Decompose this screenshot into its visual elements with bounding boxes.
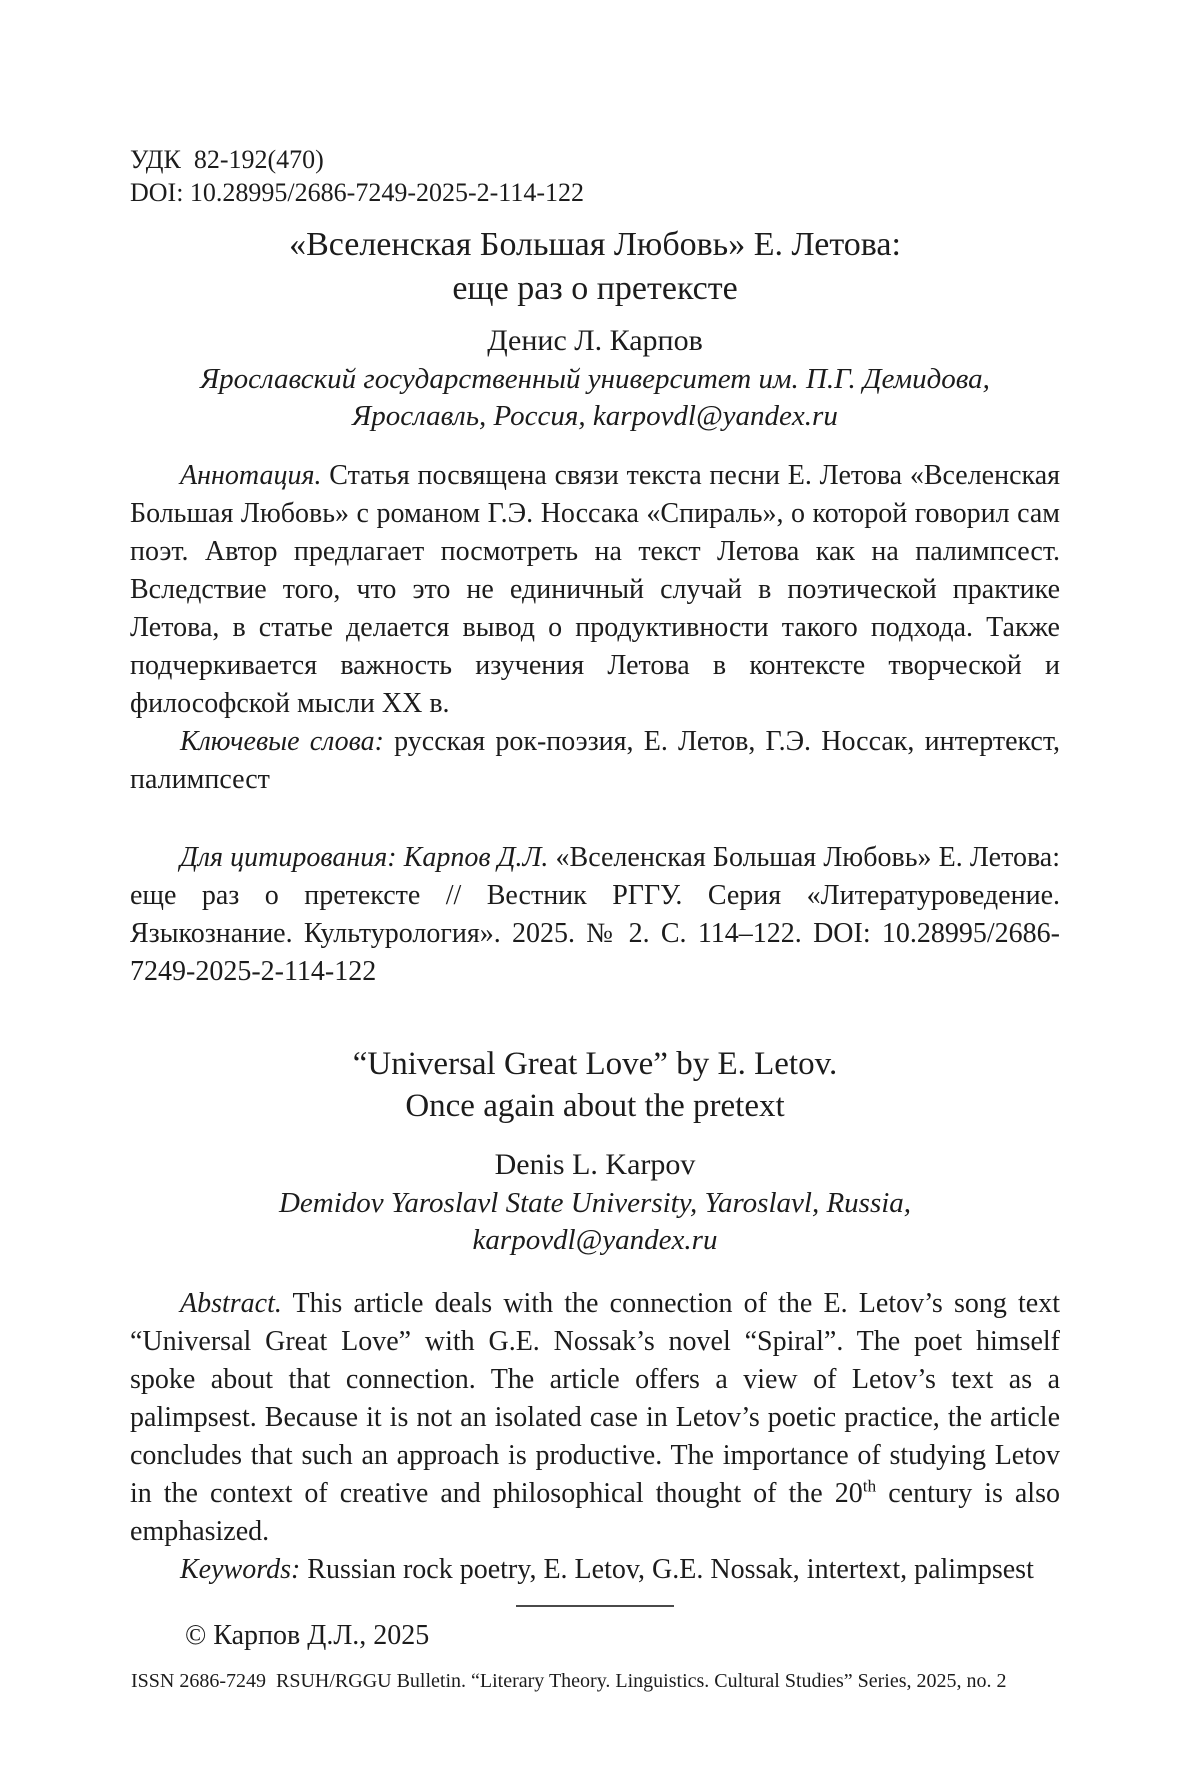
doi-code: DOI: 10.28995/2686-7249-2025-2-114-122 bbox=[130, 178, 584, 207]
abstract-en-label: Abstract. bbox=[180, 1288, 282, 1319]
affiliation-ru bbox=[130, 361, 1060, 435]
affiliation-en-line2: karpovdl@yandex.ru bbox=[472, 1224, 718, 1256]
abstract-ru-text: Статья посвящена связи текста песни Е. Летова «Вселенская Большая Любовь» с романом Г.Э. Носсака «Спираль», о которой говорил сам поэт. Автор предлагает посмотреть на текст Летова как на палимпсест. Вследствие того, что это не единичный случай в поэтической практике Летова, в статье делается вывод о продуктивности такого подхода. Также подчеркивается важность изучения Летова в контексте творческой и философской мысли XX в. bbox=[130, 460, 1060, 719]
author-name-ru: Денис Л. Карпов bbox=[487, 324, 703, 357]
abstract-en-text-before: This article deals with the connection of the E. Letov’s song text “Universal Great Love” with G.E. Nossak’s novel “Spiral”. The poet himself spoke about that connection. The article offers a view of Letov’s text as a palimpsest. Because it is not an isolated case in Letov’s poetic practice, the article concludes that such an approach is productive. The importance of studying Letov in the context of creative and philosophical thought of the 20 bbox=[130, 1288, 1060, 1509]
article-title-en bbox=[130, 1043, 1060, 1127]
citation-ru-author: Карпов Д.Л. bbox=[396, 842, 549, 873]
footer-issn-line: ISSN 2686-7249 RSUH/RGGU Bulletin. “Literary Theory. Linguistics. Cultural Studies” Series, 2025, no. 2 bbox=[131, 1670, 1007, 1692]
citation-ru bbox=[130, 839, 1060, 991]
affiliation-ru-line2: Ярославль, Россия, karpovdl@yandex.ru bbox=[352, 400, 838, 432]
udc-code: УДК 82-192(470) bbox=[130, 145, 324, 174]
article-title-ru bbox=[130, 223, 1060, 311]
copyright-divider bbox=[516, 1605, 674, 1607]
abstract-ru-label: Аннотация. bbox=[180, 460, 322, 491]
abstract-en bbox=[130, 1285, 1060, 1551]
keywords-ru bbox=[130, 723, 1060, 799]
title-ru-line2: еще раз о претексте bbox=[452, 270, 738, 307]
affiliation-en-line1: Demidov Yaroslavl State University, Yaroslavl, Russia, bbox=[278, 1187, 912, 1219]
abstract-en-text-after: century is also emphasized. bbox=[130, 1478, 1060, 1547]
title-ru-line1: «Вселенская Большая Любовь» Е. Летова: bbox=[289, 226, 901, 263]
keywords-ru-label: Ключевые слова: bbox=[180, 726, 384, 757]
title-en-line1: “Universal Great Love” by E. Letov. bbox=[352, 1046, 838, 1082]
citation-ru-text: «Вселенская Большая Любовь» Е. Летова: еще раз о претексте // Вестник РГГУ. Серия «Литературоведение. Языкознание. Культурология». 2025. № 2. С. 114–122. DOI: 10.28995/2686-7249-2025-2-114-122 bbox=[130, 842, 1060, 987]
citation-ru-label: Для цитирования: bbox=[180, 842, 397, 873]
title-en-line2: Once again about the pretext bbox=[405, 1088, 785, 1124]
abstract-ru bbox=[130, 457, 1060, 723]
author-name-en: Denis L. Karpov bbox=[494, 1148, 696, 1181]
abstract-en-ordinal-sup: th bbox=[862, 1476, 877, 1496]
keywords-ru-text: русская рок-поэзия, Е. Летов, Г.Э. Носсак, интертекст, палимпсест bbox=[130, 726, 1060, 795]
article-meta bbox=[130, 143, 1060, 209]
keywords-en-label: Keywords: bbox=[180, 1554, 301, 1585]
copyright-notice: © Карпов Д.Л., 2025 bbox=[185, 1620, 430, 1651]
affiliation-en bbox=[130, 1185, 1060, 1259]
keywords-en-text: Russian rock poetry, E. Letov, G.E. Nossak, intertext, palimpsest bbox=[300, 1554, 1034, 1585]
keywords-en bbox=[130, 1551, 1060, 1589]
affiliation-ru-line1: Ярославский государственный университет им. П.Г. Демидова, bbox=[200, 363, 990, 395]
